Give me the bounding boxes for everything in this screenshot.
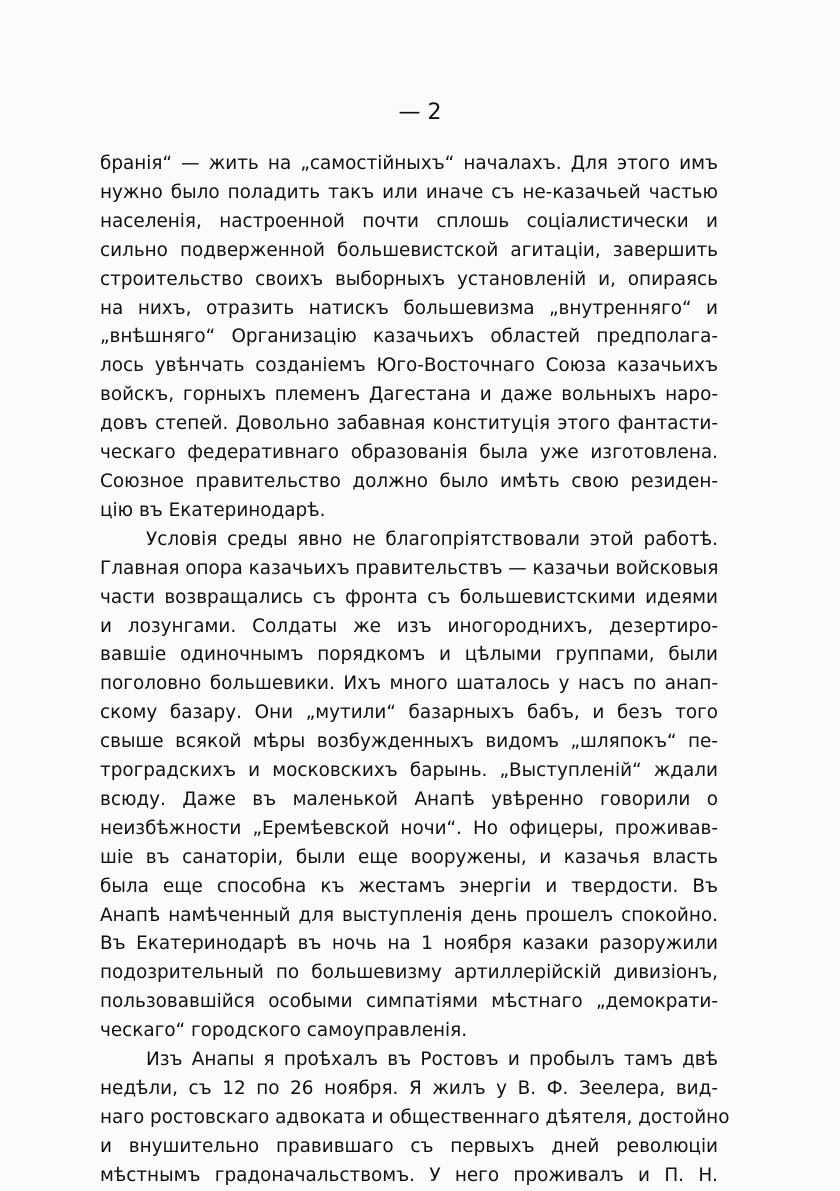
text-line: скому базару. Они „мутили“ базарныхъ бабъ, и безъ того (100, 702, 718, 724)
text-line: подозрительный по большевизму артиллерійскій дивизіонъ, (100, 962, 718, 984)
text-line: на нихъ, отразить натискъ большевизма „внутренняго“ и (100, 297, 718, 319)
text-line: свыше всякой мѣры возбужденныхъ видомъ „шляпокъ“ пе- (100, 731, 718, 753)
text-line: нужно было поладить такъ или иначе съ не-казачьей частью (100, 181, 718, 203)
text-line: Условія среды явно не благопріятствовали этой работѣ. (146, 528, 718, 550)
paragraph-3 (100, 1046, 730, 1191)
text-line: части возвращались съ фронта съ большевистскими идеями (100, 586, 718, 608)
text-line: сильно подверженной большевистской агитаціи, завершить (100, 239, 718, 261)
text-line: Изъ Анапы я проѣхалъ въ Ростовъ и пробылъ тамъ двѣ (146, 1049, 718, 1071)
text-line: троградскихъ и московскихъ барынь. „Выступленій“ ждали (100, 760, 718, 782)
text-line: и внушительно правившаго съ первыхъ дней революціи (100, 1135, 718, 1157)
text-line: мѣстнымъ градоначальствомъ. У него проживалъ и П. Н. (100, 1164, 718, 1186)
text-line: Анапѣ намѣченный для выступленія день прошелъ спокойно. (100, 904, 718, 926)
text-line: вавшіе одиночнымъ порядкомъ и цѣлыми группами, были (100, 644, 718, 666)
text-line: неизбѣжности „Еремѣевской ночи“. Но офицеры, проживав- (100, 817, 718, 839)
body-text (100, 150, 730, 1191)
text-line: наго ростовскаго адвоката и общественнаго дѣятеля, достойно (100, 1106, 730, 1128)
text-line: недѣли, съ 12 по 26 ноября. Я жилъ у В. Ф. Зеелера, вид- (100, 1078, 718, 1099)
paragraph-2 (100, 526, 718, 1046)
text-line: довъ степей. Довольно забавная конституція этого фантасти- (100, 413, 718, 435)
text-line: „внѣшняго“ Организацію казачьихъ областей предполага- (100, 326, 718, 348)
text-line: пользовавшійся особыми симпатіями мѣстнаго „демократи- (100, 991, 718, 1013)
text-line: ческаго“ городского самоуправленія. (100, 1020, 468, 1042)
text-line: Главная опора казачьихъ правительствъ — казачьи войсковыя (100, 557, 719, 579)
text-line: ческаго федеративнаго образованія была уже изготовлена. (100, 442, 718, 464)
paragraph-1 (100, 150, 718, 526)
text-line: поголовно большевики. Ихъ много шаталось у насъ по анап- (100, 673, 718, 695)
text-line: и лозунгами. Солдаты же изъ иногороднихъ, дезертиро- (100, 615, 718, 637)
text-line: бранія“ — жить на „самостійныхъ“ началахъ. Для этого имъ (100, 153, 718, 174)
text-line: шіе въ санаторіи, были еще вооружены, и казачья власть (100, 846, 718, 868)
text-line: цію въ Екатеринодарѣ. (100, 499, 326, 521)
text-line: лось увѣнчать созданіемъ Юго-Восточнаго Союза казачьихъ (100, 355, 718, 377)
text-line: населенія, настроенной почти сплошь соціалистически и (100, 210, 718, 232)
text-line: Союзное правительство должно было имѣть свою резиден- (100, 470, 718, 492)
text-line: всюду. Даже въ маленькой Анапѣ увѣренно говорили о (100, 788, 718, 810)
text-line: Въ Екатеринодарѣ въ ночь на 1 ноября казаки разоружили (100, 933, 718, 955)
text-line: войскъ, горныхъ племенъ Дагестана и даже вольныхъ наро- (100, 384, 718, 406)
text-line: строительство своихъ выборныхъ установленій и, опираясь (100, 268, 718, 290)
page-number: — 2 (398, 100, 442, 125)
text-line: была еще способна къ жестамъ энергіи и твердости. Въ (100, 875, 718, 897)
